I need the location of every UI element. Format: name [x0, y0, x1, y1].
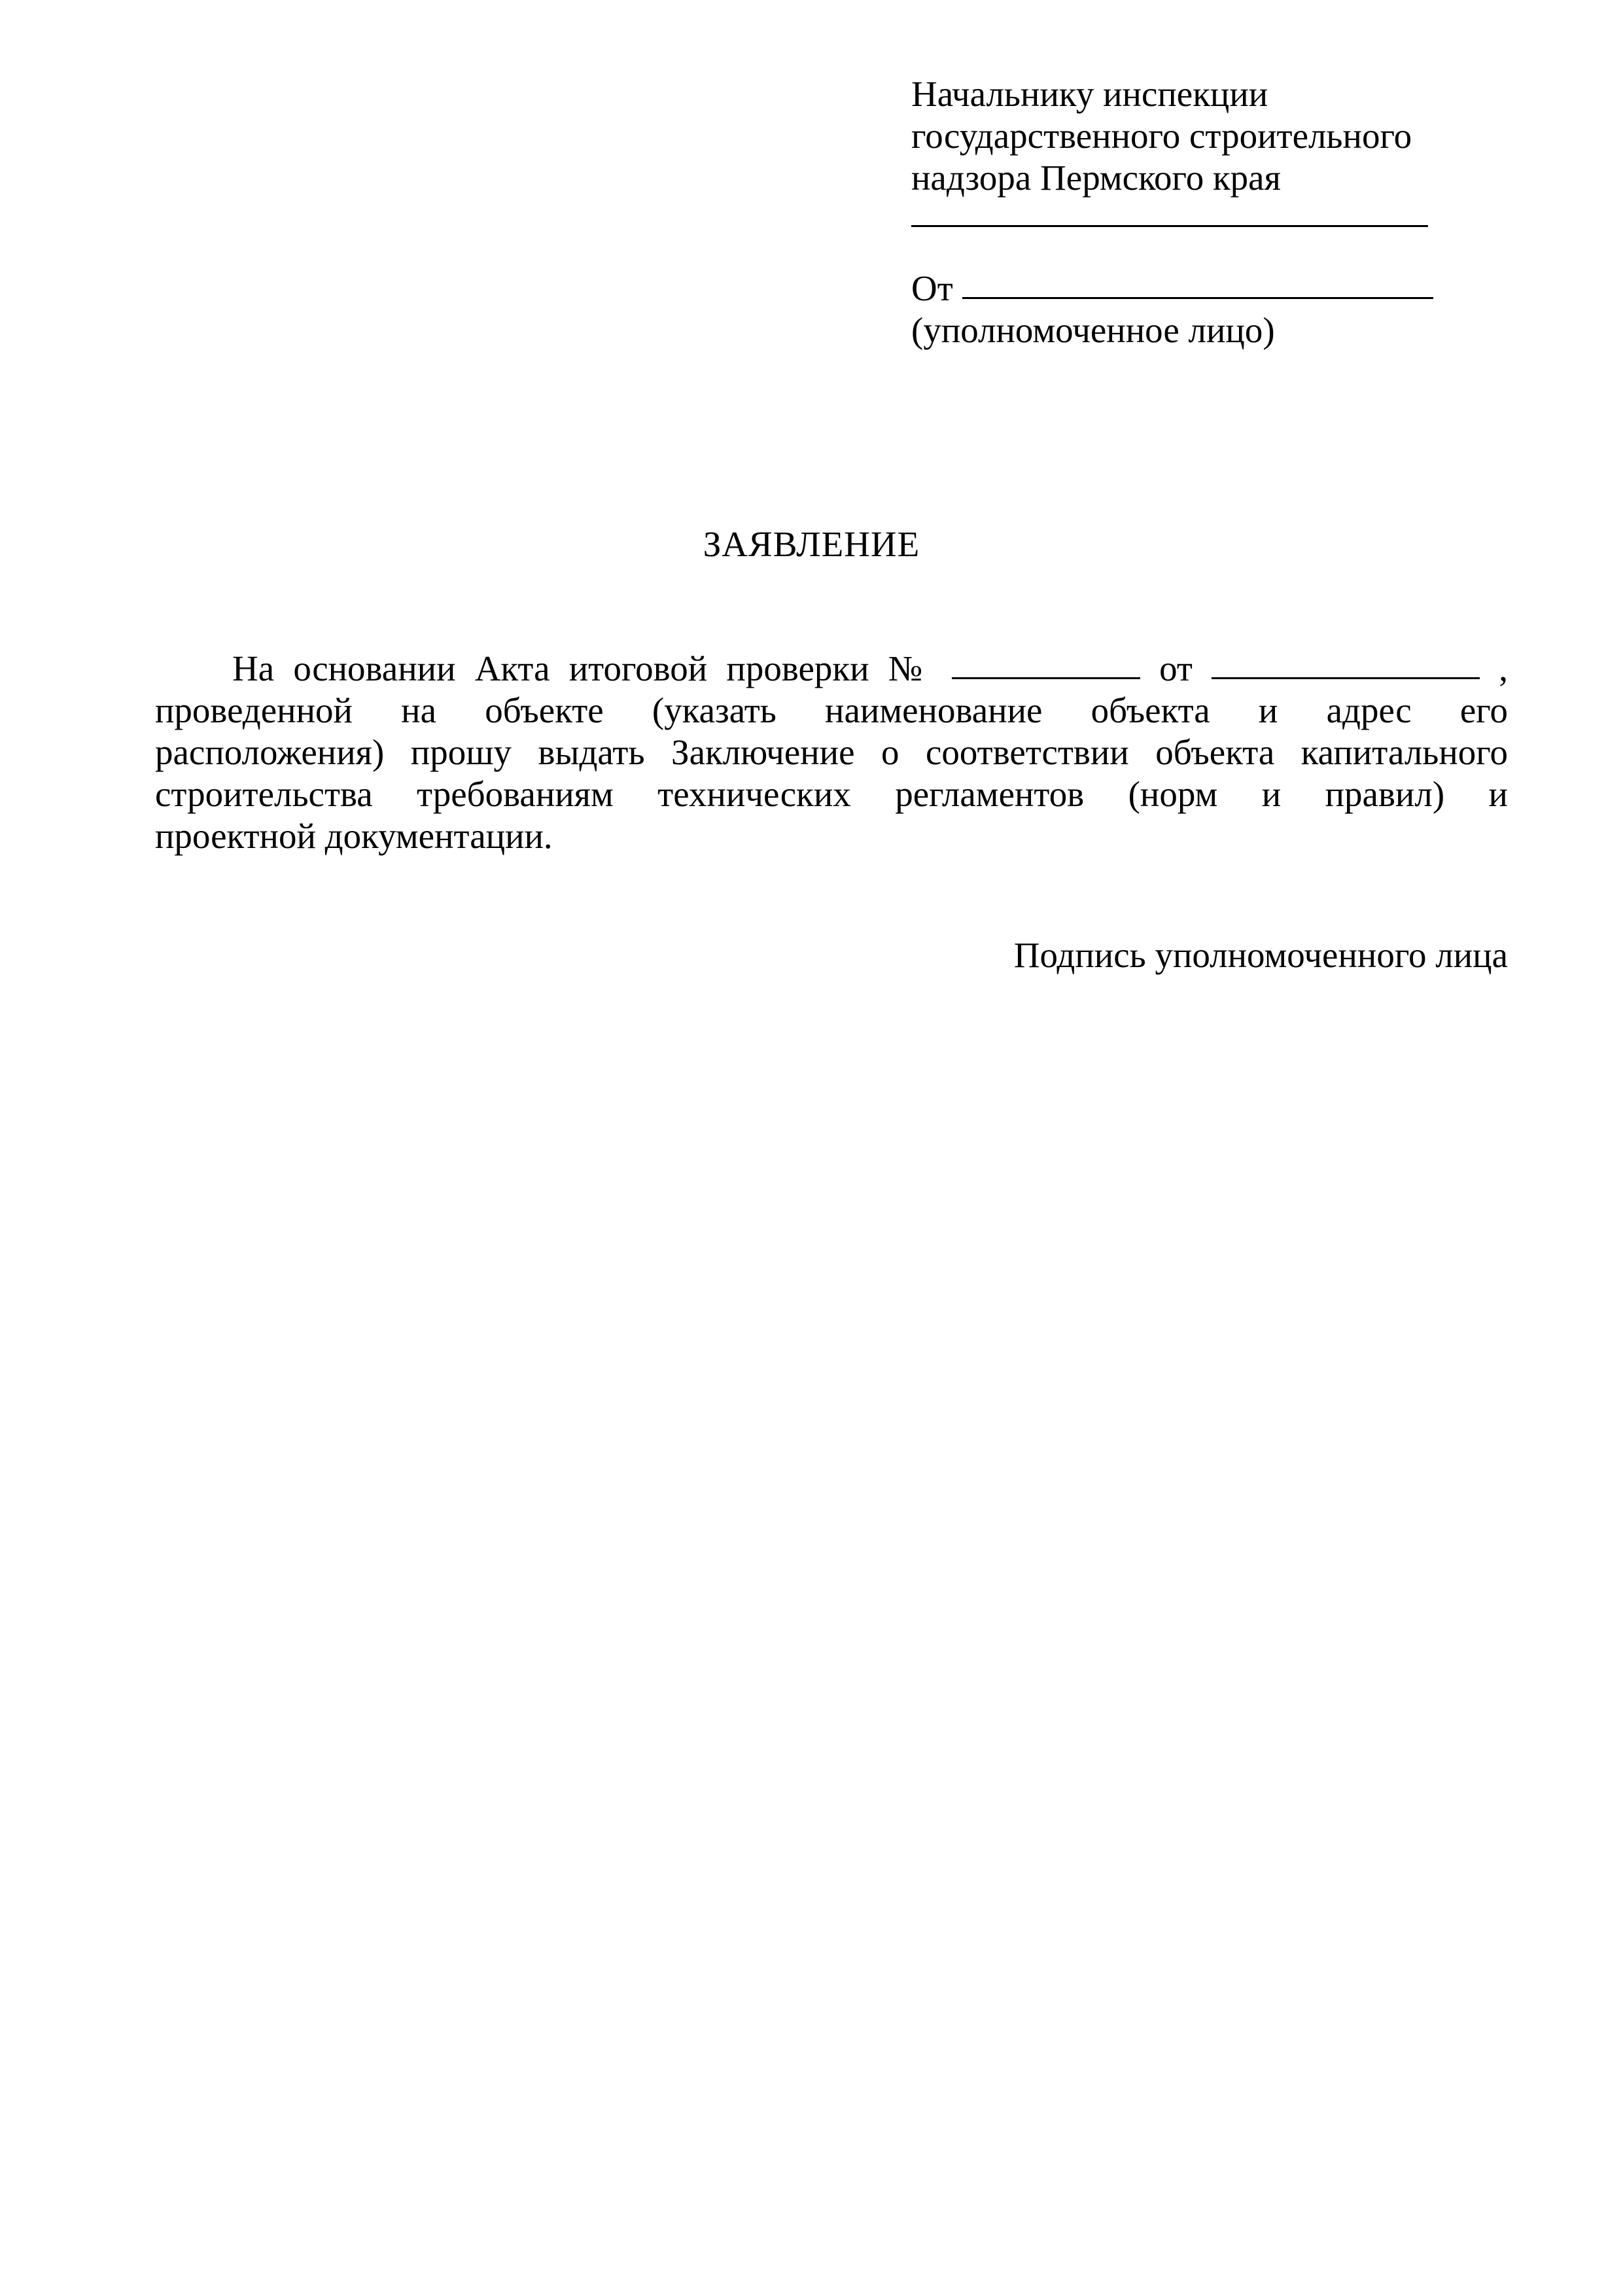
addressee-line-1: Начальнику инспекции: [911, 74, 1268, 114]
body-row-1: [155, 648, 1508, 690]
body-row-1-from: от: [1159, 648, 1193, 688]
addressee-line-2: государственного строительного: [911, 116, 1412, 156]
signature-label: Подпись уполномоченного лица: [1013, 935, 1508, 975]
from-blank[interactable]: [962, 297, 1433, 299]
statement-body: [155, 648, 1508, 857]
addressee-block: [911, 73, 1500, 351]
addressee-name-blank[interactable]: [911, 225, 1428, 227]
body-row-2: проведенной на объекте (указать наименование объекта и адрес его: [155, 690, 1508, 730]
body-row-3: расположения) прошу выдать Заключение о соответствии объекта капитального: [155, 732, 1508, 772]
act-number-blank[interactable]: [952, 677, 1140, 679]
body-row-5: проектной документации.: [155, 816, 553, 856]
addressee-line-3: надзора Пермского края: [911, 158, 1281, 198]
body-row-1-comma: ,: [1499, 648, 1509, 688]
document-title: ЗАЯВЛЕНИЕ: [703, 524, 920, 564]
act-date-blank[interactable]: [1212, 677, 1480, 679]
from-row: [911, 268, 1500, 309]
from-label: От: [911, 268, 953, 308]
body-row-1-text: На основании Акта итоговой проверки №: [232, 648, 933, 688]
body-row-4: строительства требованиям технических регламентов (норм и правил) и: [155, 774, 1508, 814]
from-caption: (уполномоченное лицо): [911, 310, 1275, 350]
